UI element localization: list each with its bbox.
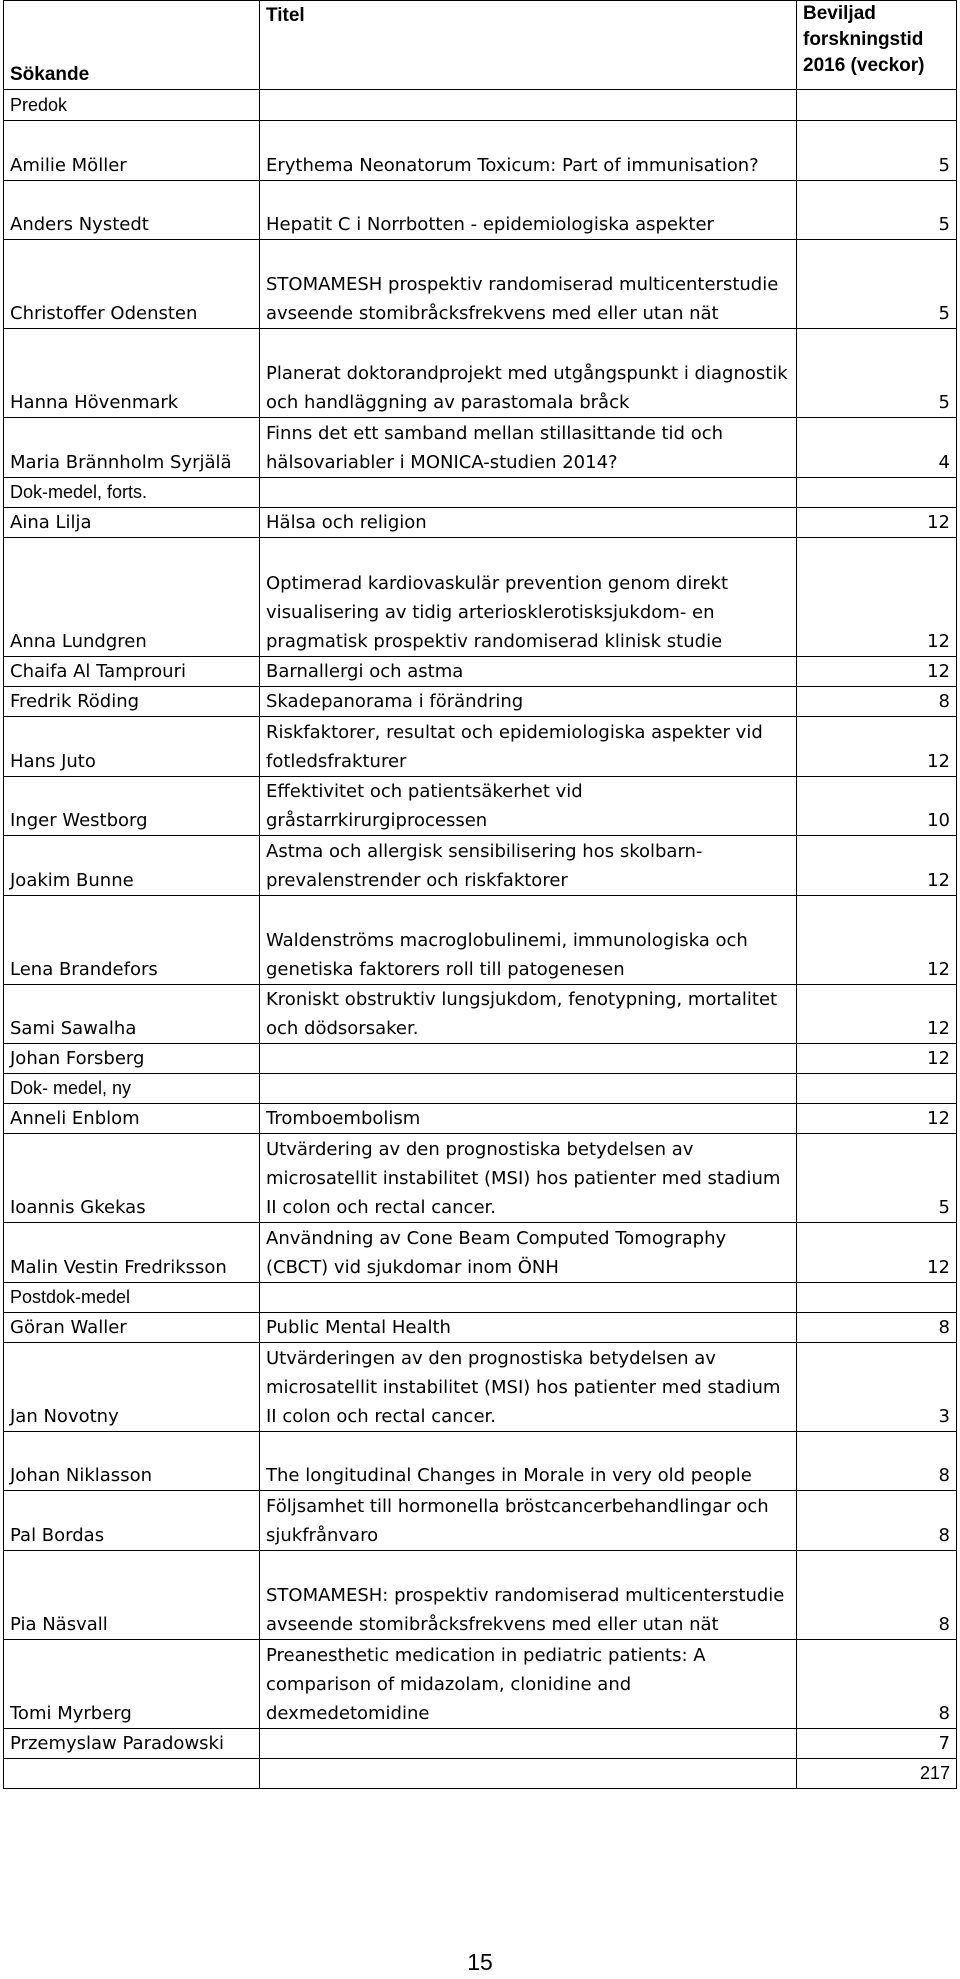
table-row — [4, 1104, 957, 1134]
applicant-name: Fredrik Röding — [4, 687, 260, 717]
section-row — [4, 1074, 957, 1104]
applicant-name: Tomi Myrberg — [4, 1640, 260, 1729]
applicant-name: Przemyslaw Paradowski — [4, 1729, 260, 1759]
table-row — [4, 121, 957, 181]
section-row — [4, 478, 957, 508]
project-title: Följsamhet till hormonella bröstcancerbehandlingar och sjukfrånvaro — [260, 1491, 797, 1551]
project-title: Erythema Neonatorum Toxicum: Part of immunisation? — [260, 121, 797, 181]
table-row — [4, 329, 957, 418]
project-title — [260, 1759, 797, 1789]
grant-table — [3, 0, 957, 1789]
table-row — [4, 687, 957, 717]
section-row — [4, 90, 957, 121]
table-row — [4, 777, 957, 836]
table-row — [4, 1640, 957, 1729]
granted-weeks: 8 — [797, 1432, 957, 1491]
granted-weeks: 8 — [797, 1640, 957, 1729]
project-title: Hepatit C i Norrbotten - epidemiologiska aspekter — [260, 181, 797, 240]
applicant-name: Malin Vestin Fredriksson — [4, 1223, 260, 1283]
applicant-name: Christoffer Odensten — [4, 240, 260, 329]
applicant-name: Lena Brandefors — [4, 896, 260, 985]
project-title — [260, 1044, 797, 1074]
project-title: The longitudinal Changes in Morale in very old people — [260, 1432, 797, 1491]
applicant-name: Inger Westborg — [4, 777, 260, 836]
table-row — [4, 1551, 957, 1640]
applicant-name: Jan Novotny — [4, 1343, 260, 1432]
project-title: Skadepanorama i förändring — [260, 687, 797, 717]
applicant-name: Hanna Hövenmark — [4, 329, 260, 418]
section-weeks-cell — [797, 1074, 957, 1104]
applicant-name: Amilie Möller — [4, 121, 260, 181]
granted-weeks: 7 — [797, 1729, 957, 1759]
granted-weeks: 10 — [797, 777, 957, 836]
project-title: Kroniskt obstruktiv lungsjukdom, fenotypning, mortalitet och dödsorsaker. — [260, 985, 797, 1044]
granted-weeks: 12 — [797, 538, 957, 657]
granted-weeks: 12 — [797, 896, 957, 985]
granted-weeks: 12 — [797, 836, 957, 896]
project-title: Hälsa och religion — [260, 508, 797, 538]
project-title: Användning av Cone Beam Computed Tomography (CBCT) vid sjukdomar inom ÖNH — [260, 1223, 797, 1283]
granted-weeks: 12 — [797, 1044, 957, 1074]
table-row — [4, 1044, 957, 1074]
project-title: Finns det ett samband mellan stillasittande tid och hälsovariabler i MONICA-studien 2014? — [260, 418, 797, 478]
applicant-name: Aina Lilja — [4, 508, 260, 538]
total-weeks: 217 — [797, 1759, 957, 1789]
section-weeks-cell — [797, 90, 957, 121]
section-title-cell — [260, 478, 797, 508]
project-title: Tromboembolism — [260, 1104, 797, 1134]
granted-weeks: 3 — [797, 1343, 957, 1432]
project-title: Preanesthetic medication in pediatric patients: A comparison of midazolam, clonidine and dexmedetomidine — [260, 1640, 797, 1729]
applicant-name: Chaifa Al Tamprouri — [4, 657, 260, 687]
section-title-cell — [260, 1283, 797, 1313]
section-label: Dok- medel, ny — [4, 1074, 260, 1104]
granted-weeks: 12 — [797, 657, 957, 687]
project-title: Utvärdering av den prognostiska betydelsen av microsatellit instabilitet (MSI) hos patienter med stadium II colon och rectal cancer. — [260, 1134, 797, 1223]
granted-weeks: 4 — [797, 418, 957, 478]
applicant-name — [4, 1759, 260, 1789]
section-row — [4, 1283, 957, 1313]
project-title: STOMAMESH: prospektiv randomiserad multicenterstudie avseende stomibråcksfrekvens med eller utan nät — [260, 1551, 797, 1640]
project-title: Public Mental Health — [260, 1313, 797, 1343]
applicant-name: Joakim Bunne — [4, 836, 260, 896]
section-label: Postdok-medel — [4, 1283, 260, 1313]
table-row — [4, 508, 957, 538]
granted-weeks: 12 — [797, 1104, 957, 1134]
table-row — [4, 1223, 957, 1283]
table-row — [4, 1491, 957, 1551]
project-title: Waldenströms macroglobulinemi, immunologiska och genetiska faktorers roll till patogenesen — [260, 896, 797, 985]
table-row — [4, 418, 957, 478]
applicant-name: Göran Waller — [4, 1313, 260, 1343]
project-title: Optimerad kardiovaskulär prevention genom direkt visualisering av tidig arteriosklerotisksjukdom- en pragmatisk prospektiv randomiserad klinisk studie — [260, 538, 797, 657]
page-number: 15 — [467, 1949, 493, 1975]
applicant-name: Ioannis Gkekas — [4, 1134, 260, 1223]
header-weeks: Beviljad forskningstid 2016 (veckor) — [797, 1, 957, 90]
granted-weeks: 8 — [797, 1313, 957, 1343]
project-title: Planerat doktorandprojekt med utgångspunkt i diagnostik och handläggning av parastomala bråck — [260, 329, 797, 418]
section-label: Predok — [4, 90, 260, 121]
table-row — [4, 836, 957, 896]
table-row — [4, 1134, 957, 1223]
total-row — [4, 1759, 957, 1789]
section-weeks-cell — [797, 1283, 957, 1313]
header-title: Titel — [260, 1, 797, 90]
header-row — [4, 1, 957, 90]
table-row — [4, 1343, 957, 1432]
table-row — [4, 538, 957, 657]
project-title: Effektivitet och patientsäkerhet vid gråstarrkirurgiprocessen — [260, 777, 797, 836]
table-row — [4, 717, 957, 777]
table-row — [4, 181, 957, 240]
table-row — [4, 240, 957, 329]
header-applicant: Sökande — [4, 1, 260, 90]
granted-weeks: 8 — [797, 1491, 957, 1551]
section-weeks-cell — [797, 478, 957, 508]
granted-weeks: 5 — [797, 329, 957, 418]
granted-weeks: 12 — [797, 985, 957, 1044]
granted-weeks: 8 — [797, 687, 957, 717]
granted-weeks: 12 — [797, 508, 957, 538]
section-label: Dok-medel, forts. — [4, 478, 260, 508]
table-body — [4, 90, 957, 1789]
applicant-name: Hans Juto — [4, 717, 260, 777]
project-title — [260, 1729, 797, 1759]
granted-weeks: 5 — [797, 121, 957, 181]
granted-weeks: 8 — [797, 1551, 957, 1640]
applicant-name: Anna Lundgren — [4, 538, 260, 657]
project-title: STOMAMESH prospektiv randomiserad multicenterstudie avseende stomibråcksfrekvens med eller utan nät — [260, 240, 797, 329]
applicant-name: Pal Bordas — [4, 1491, 260, 1551]
table-row — [4, 657, 957, 687]
table-row — [4, 1432, 957, 1491]
granted-weeks: 12 — [797, 1223, 957, 1283]
applicant-name: Sami Sawalha — [4, 985, 260, 1044]
section-title-cell — [260, 1074, 797, 1104]
granted-weeks: 5 — [797, 240, 957, 329]
project-title: Riskfaktorer, resultat och epidemiologiska aspekter vid fotledsfrakturer — [260, 717, 797, 777]
project-title: Barnallergi och astma — [260, 657, 797, 687]
table-row — [4, 985, 957, 1044]
granted-weeks: 5 — [797, 1134, 957, 1223]
applicant-name: Johan Forsberg — [4, 1044, 260, 1074]
table-row — [4, 896, 957, 985]
project-title: Astma och allergisk sensibilisering hos skolbarn- prevalenstrender och riskfaktorer — [260, 836, 797, 896]
applicant-name: Anneli Enblom — [4, 1104, 260, 1134]
granted-weeks: 5 — [797, 181, 957, 240]
applicant-name: Johan Niklasson — [4, 1432, 260, 1491]
table-row — [4, 1313, 957, 1343]
section-title-cell — [260, 90, 797, 121]
granted-weeks: 12 — [797, 717, 957, 777]
table-row — [4, 1729, 957, 1759]
applicant-name: Pia Näsvall — [4, 1551, 260, 1640]
applicant-name: Anders Nystedt — [4, 181, 260, 240]
project-title: Utvärderingen av den prognostiska betydelsen av microsatellit instabilitet (MSI) hos patienter med stadium II colon och rectal cancer. — [260, 1343, 797, 1432]
applicant-name: Maria Brännholm Syrjälä — [4, 418, 260, 478]
